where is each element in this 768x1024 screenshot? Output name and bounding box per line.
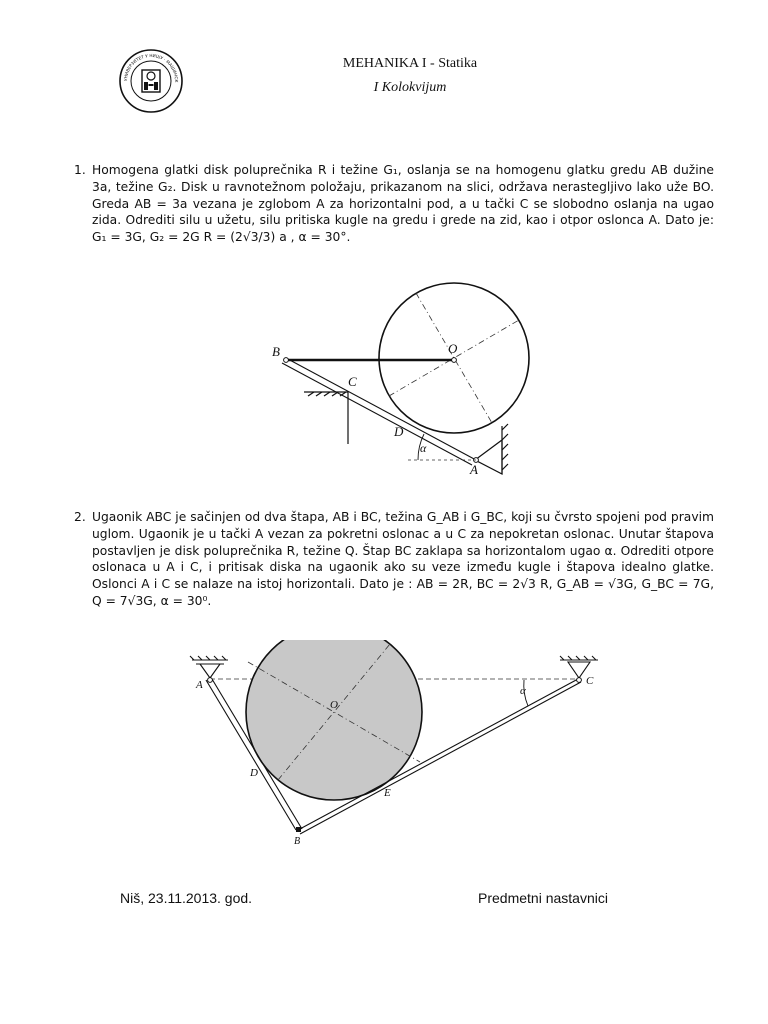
signature-line: Predmetni nastavnici bbox=[478, 890, 608, 906]
support-a bbox=[190, 656, 228, 678]
svg-text:УНИВЕРЗИТЕТ У НИШУ · МАШИНСКИ bbox=[118, 48, 179, 82]
problem-1-number: 1. bbox=[74, 163, 86, 177]
problem-2-text: Ugaonik ABC je sačinjen od dva štapa, AB i BC, težina G_AB i G_BC, koji su čvrsto spojeni pod pravim uglom. Ugaonik je u tački A vezan za pokretni oslonac a u C za nepokretan oslonac. Unutar štapova postavljen je disk poluprečnika R, težine Q. Štap BC zaklapa sa horizontalom ugao α. Odrediti otpore oslonaca u A i C, i pritisak diska na ugaonik ako su veze između kugle i štapova idealno glatke. Oslonci A i C se nalaze na istoj horizontali. Dato je : AB = 2R, BC = 2√3 R, G_AB = √3G, G_BC = 7G, Q = 7√3G, α = 30⁰. bbox=[92, 510, 714, 608]
label-alpha: α bbox=[520, 685, 526, 697]
support-a bbox=[475, 424, 508, 474]
label-a: A bbox=[470, 462, 478, 477]
label-o: O bbox=[330, 699, 338, 711]
exam-title: MEHANIKA I - Statika bbox=[342, 56, 478, 71]
beam-ab bbox=[282, 358, 476, 465]
label-d: D bbox=[394, 424, 404, 439]
figure-1-disk-on-beam bbox=[268, 278, 538, 478]
label-b: B bbox=[294, 836, 301, 847]
label-b: B bbox=[272, 344, 280, 359]
problem-1-text: Homogena glatki disk poluprečnika R i težine G₁, oslanja se na homogenu glatku gredu AB dužine 3a, težine G₂. Disk u ravnotežnom položaju, prikazanom na slici, održava nerastegljivo lako uže BO. Greda AB = 3a vezana je zglobom A za horizontalni pod, a u tački C se slobodno oslanja na ugao zida. Odrediti silu u užetu, silu pritiska kugle na gredu i grede na zid, kao i otpor oslonca A. Dato je: G₁ = 3G, G₂ = 2G R = (2√3/3) a , α = 30°. bbox=[92, 163, 714, 245]
place-date: Niš, 23.11.2013. god. bbox=[120, 890, 253, 906]
disk bbox=[246, 640, 422, 800]
problem-2-number: 2. bbox=[74, 510, 86, 524]
logo-arc-text: УНИВЕРЗИТЕТ У НИШУ · МАШИНСК bbox=[122, 52, 180, 83]
university-logo bbox=[118, 48, 184, 114]
label-e: E bbox=[384, 787, 391, 799]
label-d: D bbox=[250, 767, 258, 779]
label-c: C bbox=[348, 374, 357, 389]
figure-2-angle-frame bbox=[188, 640, 600, 848]
label-alpha: α bbox=[420, 441, 427, 455]
exam-subtitle: I Kolokvijum bbox=[373, 80, 447, 95]
label-a: A bbox=[196, 679, 203, 691]
problem-1 bbox=[74, 162, 714, 246]
label-c: C bbox=[586, 675, 594, 687]
problem-2 bbox=[74, 509, 714, 610]
label-o: O bbox=[448, 341, 458, 356]
wall-corner bbox=[304, 392, 348, 444]
